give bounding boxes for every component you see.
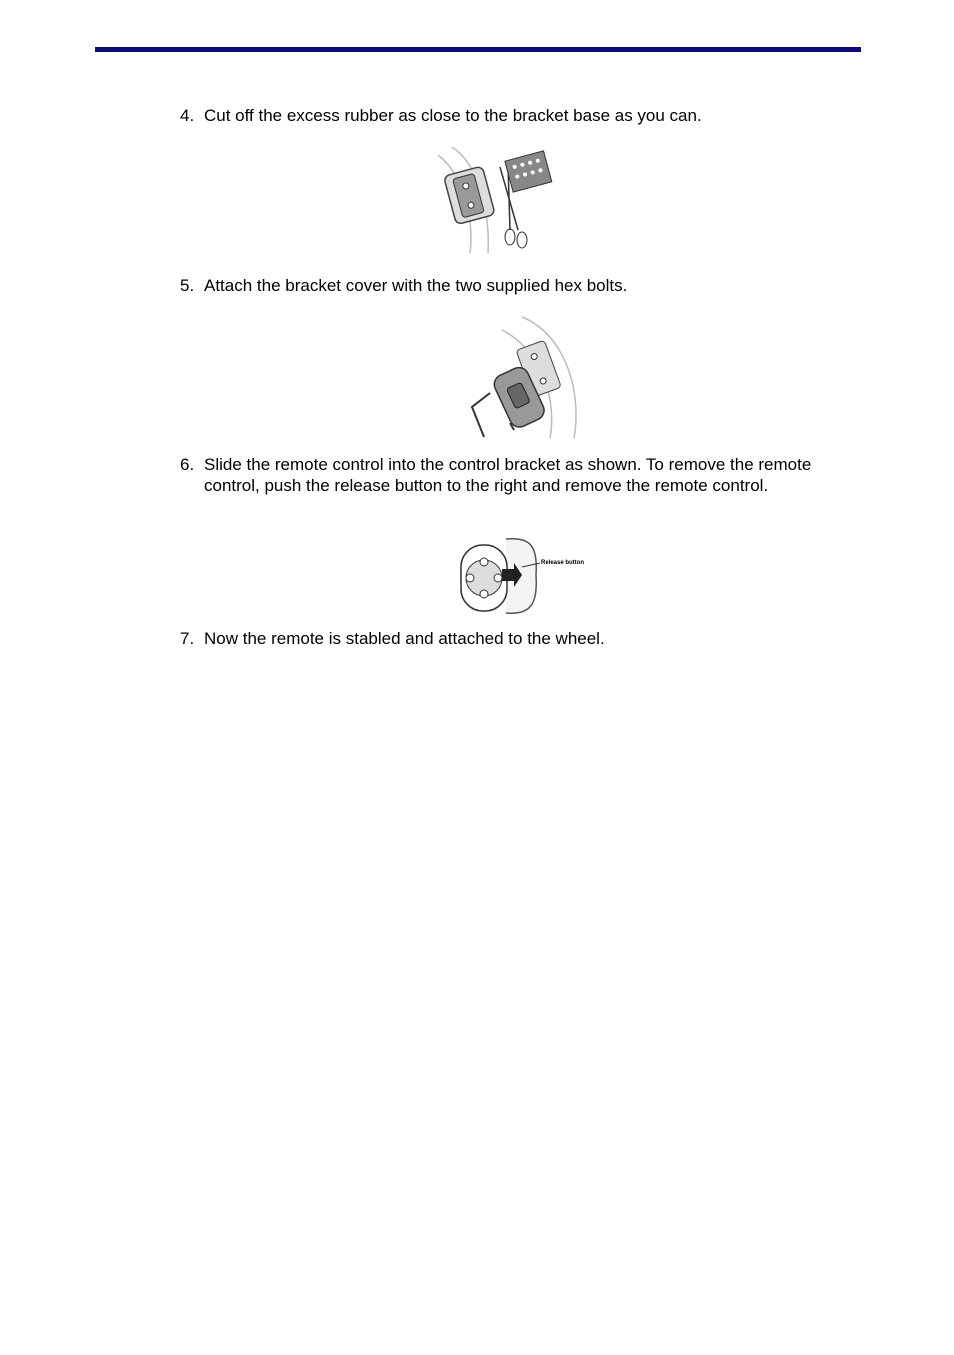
step-text: Cut off the excess rubber as close to the bracket base as you can.: [204, 106, 702, 125]
figure-cut-rubber: [430, 145, 560, 255]
figure-bracket-cover: [462, 315, 584, 440]
header-rule: [95, 47, 861, 52]
release-button-callout: Release button: [541, 560, 585, 566]
step-number: 6.: [180, 455, 195, 474]
figure-remote-bracket: [458, 535, 583, 617]
step-text: Now the remote is stabled and attached to the wheel.: [204, 629, 605, 648]
step-number: 4.: [180, 106, 195, 125]
step-number: 5.: [180, 276, 195, 295]
step-text: Attach the bracket cover with the two supplied hex bolts.: [204, 276, 628, 295]
step-text: Slide the remote control into the control bracket as shown. To remove the remote control, push the release button to the right and remove the remote control.: [204, 455, 812, 495]
step-number: 7.: [180, 629, 195, 648]
